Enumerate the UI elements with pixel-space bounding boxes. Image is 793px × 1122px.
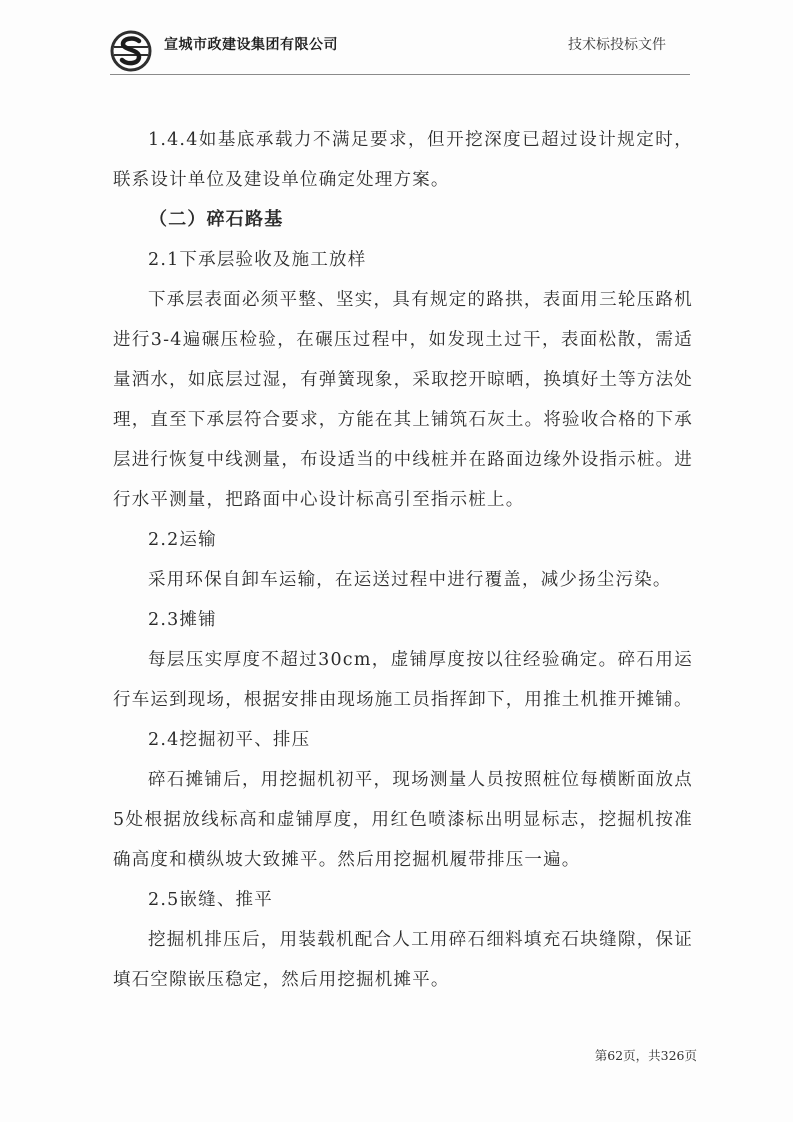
document-body [113, 120, 693, 1000]
paragraph-2-2-body: 采用环保自卸车运输，在运送过程中进行覆盖，减少扬尘污染。 [148, 570, 672, 590]
header-divider [110, 74, 690, 75]
company-logo-s-icon [110, 30, 152, 72]
paragraph-2-4-body: 碎石摊铺后，用挖掘机初平，现场测量人员按照桩位每横断面放点5处根据放线标高和虚铺厚度，用红色喷漆标出明显标志，挖掘机按准确高度和横纵坡大致摊平。然后用挖掘机履带排压一遍。 [113, 770, 693, 870]
paragraph-2-1-body: 下承层表面必须平整、坚实，具有规定的路拱，表面用三轮压路机进行3-4遍碾压检验，在碾压过程中，如发现土过干，表面松散，需适量洒水，如底层过湿，有弹簧现象，采取挖开晾晒，换填好土等方法处理，直至下承层符合要求，方能在其上铺筑石灰土。将验收合格的下承层进行恢复中线测量，布设适当的中线桩并在路面边缘外设指示桩。进行水平测量，把路面中心设计标高引至指示桩上。 [113, 290, 693, 510]
subheading-2-1: 2.1下承层验收及施工放样 [148, 250, 367, 270]
page-header [110, 26, 690, 70]
company-name: 宣城市政建设集团有限公司 [164, 37, 338, 53]
document-type-label: 技术标投标文件 [568, 37, 666, 53]
paragraph-1-4-4: 1.4.4如基底承载力不满足要求，但开挖深度已超过设计规定时，联系设计单位及建设单位确定处理方案。 [113, 130, 693, 190]
subheading-2-4: 2.4挖掘初平、排压 [148, 730, 311, 750]
subheading-2-2: 2.2运输 [148, 530, 217, 550]
section-heading-gravel-subgrade: （二）碎石路基 [149, 209, 284, 230]
paragraph-2-3-body: 每层压实厚度不超过30cm，虚铺厚度按以往经验确定。碎石用运行车运到现场，根据安排由现场施工员指挥卸下，用推土机推开摊铺。 [113, 650, 693, 710]
subheading-2-5: 2.5嵌缝、推平 [148, 890, 273, 910]
paragraph-2-5-body: 挖掘机排压后，用装载机配合人工用碎石细料填充石块缝隙，保证填石空隙嵌压稳定，然后用挖掘机摊平。 [113, 930, 693, 990]
page-number: 第62页，共326页 [594, 1048, 697, 1063]
subheading-2-3: 2.3摊铺 [148, 610, 217, 630]
